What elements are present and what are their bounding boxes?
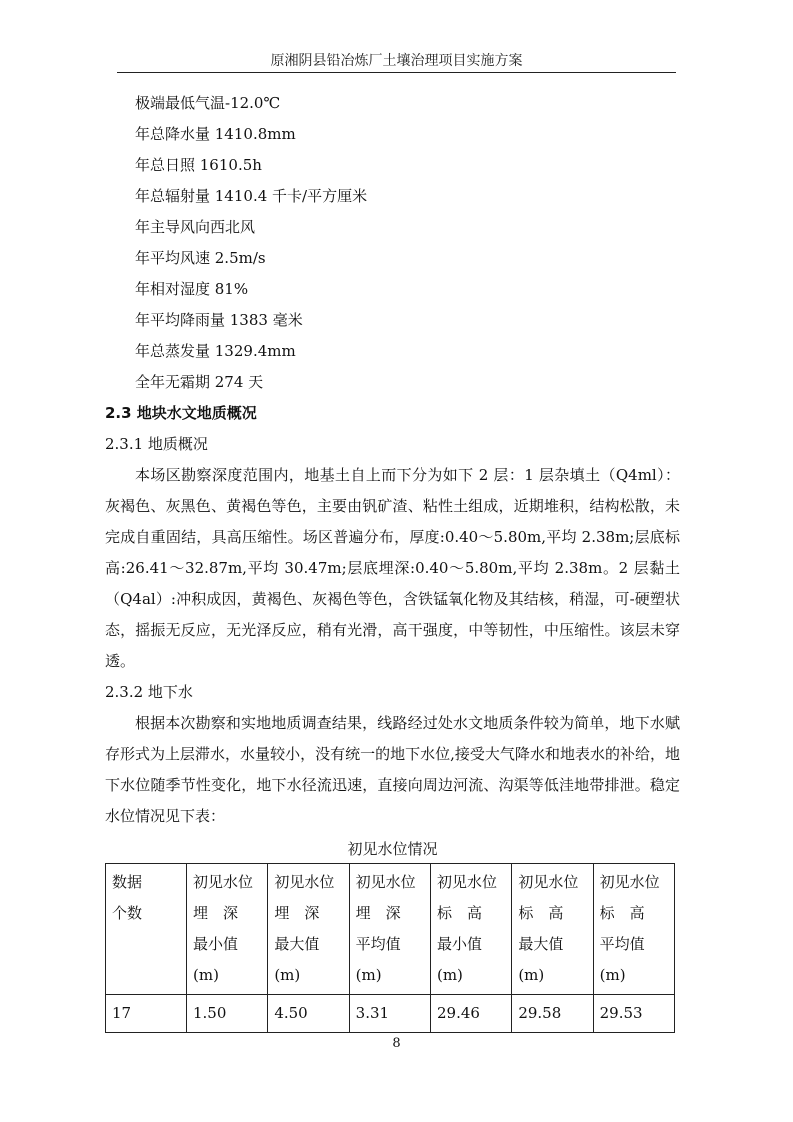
header-cell-line: 最大值 bbox=[274, 935, 320, 953]
header-cell-line: 标 高 bbox=[436, 904, 482, 922]
water-level-table bbox=[105, 863, 675, 1033]
table-header-row bbox=[106, 864, 675, 995]
header-cell-line: 埋 深 bbox=[355, 904, 401, 922]
climate-line: 年平均风速 2.5m/s bbox=[135, 249, 266, 267]
header-cell-line: 标 高 bbox=[599, 904, 645, 922]
geology-paragraph: 本场区勘察深度范围内，地基土自上而下分为如下 2 层：1 层杂填土（Q4ml）：灰褐色、灰黑色、黄褐色等色，主要由钒矿渣、粘性土组成，近期堆积，结构松散，未完成自重固结，具高压缩性。场区普遍分布，厚度:0.40～5.80m,平均 2.38m;层底标高:26.41～32.87m,平均 30.47m;层底埋深:0.40～5.80m,平均 2.38m。2 层黏土（Q4al）:冲积成因，黄褐色、灰褐色等色，含铁锰氧化物及其结核，稍湿，可-硬塑状态，摇振无反应，无光泽反应，稍有光滑，高干强度，中等韧性，中压缩性。该层未穿透。 bbox=[105, 466, 680, 670]
header-rule bbox=[117, 72, 676, 73]
table-row bbox=[106, 995, 675, 1033]
header-cell-line: 平均值 bbox=[599, 935, 645, 953]
section-heading: 2.3 地块水文地质概况 bbox=[105, 404, 257, 422]
header-cell-line: (m) bbox=[274, 966, 301, 984]
table-caption: 初见水位情况 bbox=[347, 840, 438, 858]
table-cell: 1.50 bbox=[187, 995, 268, 1033]
header-cell-line: 初见水位 bbox=[518, 873, 579, 891]
table-cell: 29.58 bbox=[512, 995, 593, 1033]
header-cell-line: 初见水位 bbox=[599, 873, 660, 891]
climate-line: 年总蒸发量 1329.4mm bbox=[135, 342, 296, 360]
header-cell-line: 埋 深 bbox=[274, 904, 320, 922]
climate-line: 年总日照 1610.5h bbox=[135, 156, 262, 174]
header-cell bbox=[593, 864, 674, 995]
header-cell-line: 初见水位 bbox=[274, 873, 335, 891]
header-cell-line: 初见水位 bbox=[193, 873, 254, 891]
header-cell-line: 个数 bbox=[112, 904, 143, 922]
groundwater-paragraph: 根据本次勘察和实地地质调查结果，线路经过处水文地质条件较为简单，地下水赋存形式为上层滞水，水量较小，没有统一的地下水位,接受大气降水和地表水的补给，地下水位随季节性变化，地下水径流迅速，直接向周边河流、沟渠等低洼地带排泄。稳定水位情况见下表： bbox=[105, 714, 680, 825]
subsection-heading-groundwater: 2.3.2 地下水 bbox=[105, 683, 193, 701]
header-cell bbox=[106, 864, 187, 995]
header-cell bbox=[430, 864, 511, 995]
header-cell-line: 埋 深 bbox=[193, 904, 239, 922]
header-cell-line: (m) bbox=[599, 966, 626, 984]
header-cell-line: (m) bbox=[518, 966, 545, 984]
header-cell-line: 初见水位 bbox=[355, 873, 416, 891]
header-cell-line: 最小值 bbox=[193, 935, 239, 953]
header-cell-line: (m) bbox=[193, 966, 219, 984]
table-cell: 29.53 bbox=[593, 995, 674, 1033]
climate-line: 极端最低气温-12.0℃ bbox=[135, 94, 281, 112]
document-body bbox=[105, 88, 680, 865]
subsection-heading-geology: 2.3.1 地质概况 bbox=[105, 435, 208, 453]
header-cell bbox=[187, 864, 268, 995]
header-cell bbox=[349, 864, 430, 995]
header-cell-line: (m) bbox=[436, 966, 463, 984]
header-cell bbox=[512, 864, 593, 995]
header-cell-line: 平均值 bbox=[355, 935, 401, 953]
header-cell-line: (m) bbox=[355, 966, 382, 984]
header-cell-line: 最小值 bbox=[436, 935, 482, 953]
table-cell: 4.50 bbox=[268, 995, 349, 1033]
header-cell-line: 最大值 bbox=[518, 935, 564, 953]
table-cell: 29.46 bbox=[430, 995, 511, 1033]
climate-line: 年主导风向西北风 bbox=[135, 218, 256, 236]
climate-line: 全年无霜期 274 天 bbox=[135, 373, 264, 391]
climate-line: 年相对湿度 81% bbox=[135, 280, 249, 298]
header-cell-line: 数据 bbox=[112, 873, 143, 891]
header-cell-line: 初见水位 bbox=[436, 873, 497, 891]
running-header: 原湘阴县铅冶炼厂土壤治理项目实施方案 bbox=[270, 53, 523, 69]
climate-line: 年平均降雨量 1383 毫米 bbox=[135, 311, 303, 329]
header-cell bbox=[268, 864, 349, 995]
table-cell: 17 bbox=[106, 995, 187, 1033]
table-cell: 3.31 bbox=[349, 995, 430, 1033]
climate-line: 年总辐射量 1410.4 千卡/平方厘米 bbox=[135, 187, 368, 205]
climate-line: 年总降水量 1410.8mm bbox=[135, 125, 296, 143]
page-number: 8 bbox=[392, 1036, 401, 1051]
header-cell-line: 标 高 bbox=[518, 904, 564, 922]
